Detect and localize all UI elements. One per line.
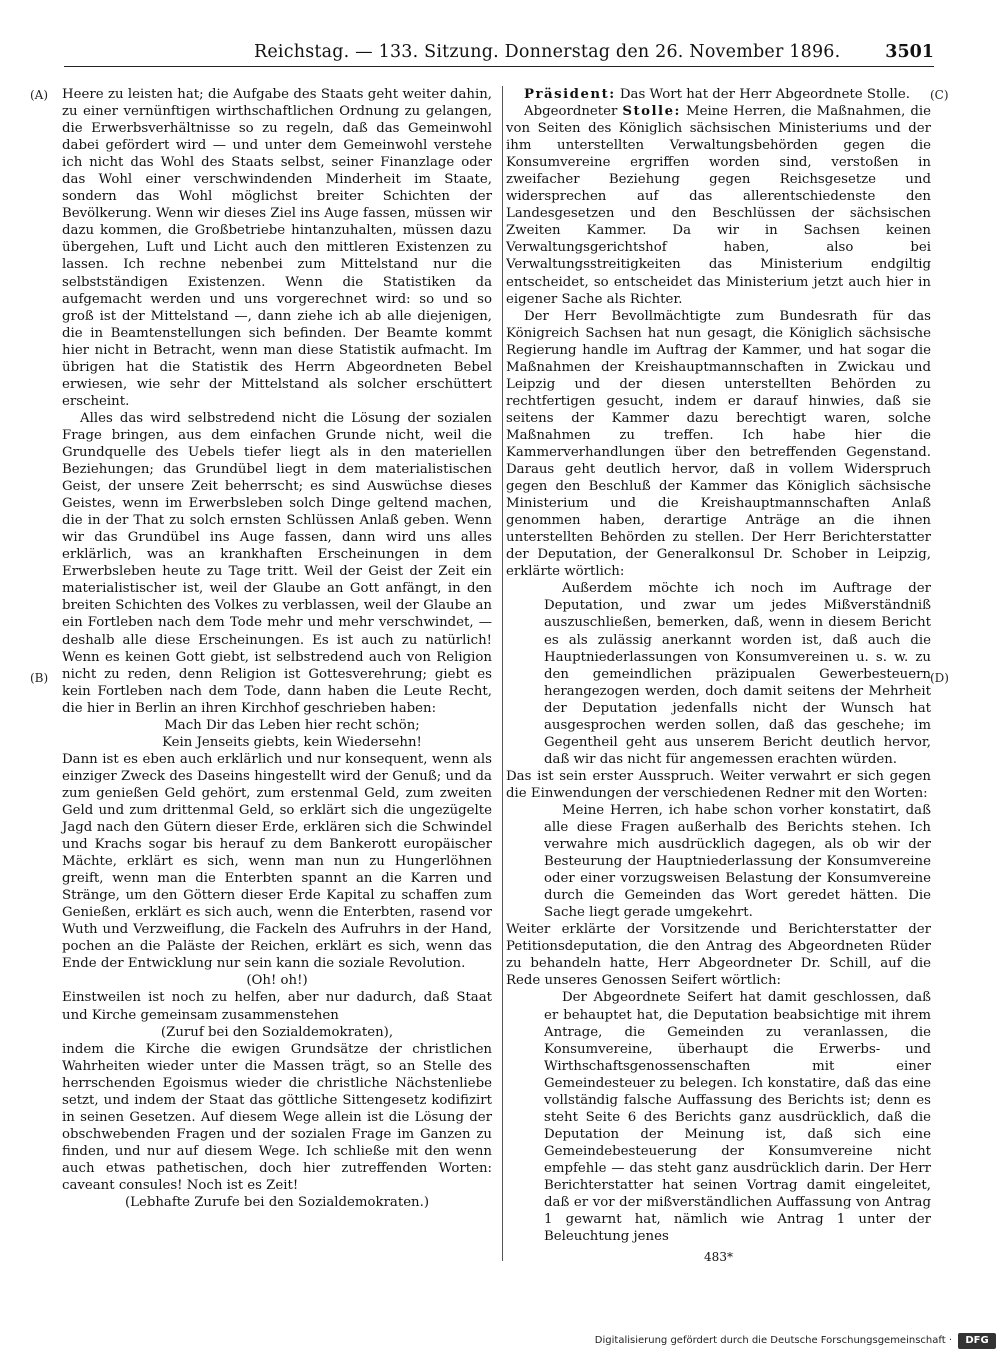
paragraph: Weiter erklärte der Vorsitzende und Berichterstatter der Petitionsdeputation, die den Antrag des Abgeordneten Rüder zu behandeln hatte, Herr Abgeordneter Dr. Schill, auf die Rede unseres Genossen Seifert wörtlich: (506, 922, 931, 989)
speaker-label: Stolle: (622, 104, 681, 120)
sheet-signature: 483* (704, 1250, 733, 1265)
paragraph: Einstweilen ist noch zu helfen, aber nur dadurch, daß Staat und Kirche gemeinsam zusammenstehen (62, 990, 492, 1023)
running-title: Reichstag. — 133. Sitzung. Donnerstag den 26. November 1896. (254, 42, 841, 62)
speaker-label: Präsident: (524, 87, 616, 102)
paragraph: Heere zu leisten hat; die Aufgabe des Staats geht weiter dahin, zu einer vernünftigen wirthschaftlichen Ordnung zu gelangen, die Erwerbsverhältnisse so zu regeln, daß das Gemeinwohl dabei gefördert wird — und unter dem Gemeinwohl verstehe ich nicht das Wohl des Staats selbst, seiner Finanzlage oder das Wohl einer verschwindenden Minderheit im Staate, sondern das Wohl möglichst breiter Schichten der Bevölkerung. Wenn wir dieses Ziel ins Auge fassen, müssen wir dazu kommen, die Großbetriebe hintanzuhalten, müssen dazu übergehen, Luft und Licht auch den mittleren Existenzen zu lassen. Ich rechne nebenbei zum Mittelstand nur die selbstständigen Existenzen. Wenn die Statistiken da aufgemacht werden und uns vorgerechnet wird: so und so groß ist der Mittelstand —, dann ziehe ich ab alle diejenigen, die in Beamtenstellungen sich befinden. Der Beamte kommt hier nicht in Betracht, wenn man diese Statistik aufmacht. Im übrigen hat die Statistik des Herrn Abgeordneten Bebel erwiesen, wie sehr der Mittelstand als solcher erschüttert erscheint. (62, 87, 492, 409)
speech-block (506, 103, 931, 308)
page-number: 3501 (885, 42, 934, 62)
interjection: (Oh! oh!) (246, 973, 308, 989)
interjection: (Lebhafte Zurufe bei den Sozialdemokraten.) (124, 1195, 430, 1211)
paragraph: Das ist sein erster Ausspruch. Weiter verwahrt er sich gegen die Einwendungen der verschiedenen Redner mit den Worten: (506, 768, 931, 801)
speech-block (506, 86, 931, 103)
margin-mark-d: (D) (930, 671, 949, 685)
left-column (62, 86, 503, 1261)
quotation: Außerdem möchte ich noch im Auftrage der Deputation, und zwar um jedes Mißverständniß auszuschließen, bemerken, daß, wenn in diesem Bericht es als zulässig anerkannt worden ist, daß auch die Hauptniederlassungen von Konsumvereinen u. s. w. zu den gemeindlichen präzipualen Gewerbesteuern herangezogen werden, doch damit seitens der Mehrheit der Deputation jedenfalls nicht der Wunsch hat ausgesprochen werden sollen, daß das geschehe; im Gegentheil geht aus unserem Bericht deutlich hervor, daß wir das nicht für angemessen erachten würden. (544, 581, 931, 767)
paragraph: indem die Kirche die ewigen Grundsätze der christlichen Wahrheiten wieder unter die Massen trägt, so an Stelle des herrschenden Egoismus wieder die christliche Nächstenliebe setzt, und indem der Staat das göttliche Sittengesetz kodifizirt in seinen Gesetzen. Auf diesem Wege allein ist die Lösung der obschwebenden Fragen und der sozialen Frage im Ganzen zu finden, und nur auf diesem Wege. Ich schließe mit den wenn auch etwas pathetischen, doch hier zutreffenden Worten: caveant consules! Noch ist es Zeit! (62, 1041, 492, 1193)
dfg-logo: DFG (958, 1333, 996, 1349)
margin-mark-c: (C) (930, 88, 949, 102)
verse-line: Mach Dir das Leben hier recht schön; (164, 717, 420, 733)
page-header (64, 38, 934, 67)
quotation: Der Abgeordnete Seifert hat damit geschlossen, daß er behauptet hat, die Deputation beabsichtige mit ihrem Antrage, die Gemeinden zu veranlassen, die Konsumvereine, überhaupt die Erwerbs- und Wirthschaftsgenossenschaften mit einer Gemeindesteuer zu belegen. Ich konstatire, daß das eine vollständig falsche Auffassung des Berichts ist; denn es steht Seite 6 des Berichts ganz ausdrücklich, daß die Deputation der Meinung ist, daß sich eine Gemeindebesteuerung der Konsumvereine nicht empfehle — das steht ganz ausdrücklich darin. Der Herr Berichterstatter hat seinen Vortrag damit eingeleitet, daß er vor der mißverständlichen Auffassung von Antrag 1 gewarnt hat, nämlich wie Antrag 1 unter der Beleuchtung jenes (544, 990, 931, 1245)
speech-text: Meine Herren, die Maßnahmen, die von Seiten des Königlich sächsischen Ministeriums und der ihm unterstellten Verwaltungsbehörden gegen die Konsumvereine ergriffen worden sind, verstoßen in zweifacher Beziehung gegen Reichsgesetze und widersprechen auf das allerentschiedenste den Landesgesetzen und den Beschlüssen der sächsischen Zweiten Kammer. Da wir in Sachsen keinen Verwaltungsgerichtshof haben, also bei Verwaltungsstreitigkeiten das Ministerium endgiltig entscheidet, so entscheidet das Ministerium jetzt auch hier in eigener Sache als Richter. (506, 104, 931, 307)
paragraph: Dann ist es eben auch erklärlich und nur konsequent, wenn als einziger Zweck des Daseins hingestellt wird der Genuß; und da zum genießen Geld gehört, zum erstenmal Geld, zum zweiten Geld und zum drittenmal Geld, so erklärt sich die ungezügelte Jagd nach den Gütern dieser Erde, erklären sich die Schwindel und Krachs sogar bis herauf zu dem Bankerott europäischer Mächte, erklärt es sich, wenn man nun zu Hungerlöhnen greift, wenn man die Enterbten spannt an die Karren und Stränge, um den Göttern dieser Erde Kapital zu schaffen zum Genießen, erklärt es sich auch, wenn die Enterbten, rasend vor Wuth und Verzweiflung, die Fackeln des Aufruhrs in der Hand, pochen an die Paläste der Reichen, erklärt es sich, wenn das Ende der Entwicklung nur sein kann die soziale Revolution. (62, 751, 492, 972)
paragraph: Der Herr Bevollmächtigte zum Bundesrath für das Königreich Sachsen hat nun gesagt, die Königlich sächsische Regierung handle im Auftrag der Kammer, und hat sogar die Maßnahmen der Kreishauptmannschaften in Zwickau und Leipzig und der diesen unterstellten Behörden zu rechtfertigen gesucht, indem er darauf hinwies, daß sie seitens der Kammer dazu berechtigt waren, solche Maßnahmen zu treffen. Ich habe hier die Kammerverhandlungen über den betreffenden Gegenstand. Daraus geht deutlich hervor, daß in vollem Widerspruch gegen den Beschluß der Kammer das Königlich sächsische Ministerium und die Kreishauptmannschaften Anlaß genommen haben, derartige Anträge an die ihnen unterstellten Behörden zu stellen. Der Herr Berichterstatter der Deputation, der Generalkonsul Dr. Schober in Leipzig, erklärte wörtlich: (506, 308, 931, 580)
interjection: (Zuruf bei den Sozialdemokraten), (160, 1024, 394, 1040)
speech-text: Das Wort hat der Herr Abgeordnete Stolle. (619, 87, 910, 102)
quotation: Meine Herren, ich habe schon vorher konstatirt, daß alle diese Fragen außerhalb des Berichts stehen. Ich verwahre mich ausdrücklich dagegen, als ob wir der Besteurung der Hauptniederlassung der Konsumvereine oder einer vorzugsweisen Belastung der Konsumvereine durch die Gemeinden das Wort geredet hätten. Die Sache liegt gerade umgekehrt. (544, 802, 931, 921)
margin-mark-b: (B) (30, 671, 49, 685)
funding-note: Digitalisierung gefördert durch die Deutsche Forschungsgemeinschaft · (594, 1335, 952, 1346)
margin-mark-a: (A) (30, 88, 49, 102)
right-column (506, 86, 931, 1266)
speaker-prefix: Abgeordneter (524, 104, 618, 120)
footer (594, 1333, 1000, 1353)
verse-line: Kein Jenseits giebts, kein Wiedersehn! (162, 734, 422, 750)
paragraph: Alles das wird selbstredend nicht die Lösung der sozialen Frage bringen, aus dem einfachen Grunde nicht, weil die Grundquelle des Uebels tiefer liegt als in den materiellen Beziehungen; das Grundübel liegt in dem materialistischen Geist, der unsere Zeit beherrscht; es sind Auswüchse dieses Geistes, wenn im Erwerbsleben solch Dinge geltend machen, die in der That zu solch ernsten Schlüssen Anlaß geben. Wenn wir das Grundübel ins Auge fassen, dann wird uns alles erklärlich, was an krankhaften Erscheinungen in dem Erwerbsleben heute zu Tage tritt. Weil der Geist der Zeit ein materialistischer ist, weil der Glaube an Gott anfängt, in den breiten Schichten des Volkes zu verblassen, weil der Glaube an ein Fortleben nach dem Tode mehr und mehr verschwindet, — deshalb alle diese Erscheinungen. Es ist auch zu natürlich! Wenn es keinen Gott giebt, ist selbstredend auch von Religion nicht zu reden, denn Religion ist Gottesverehrung; giebt es kein Fortleben nach dem Tode, dann haben die Leute Recht, die hier in Berlin an ihren Kirchhof geschrieben haben: (62, 410, 492, 716)
